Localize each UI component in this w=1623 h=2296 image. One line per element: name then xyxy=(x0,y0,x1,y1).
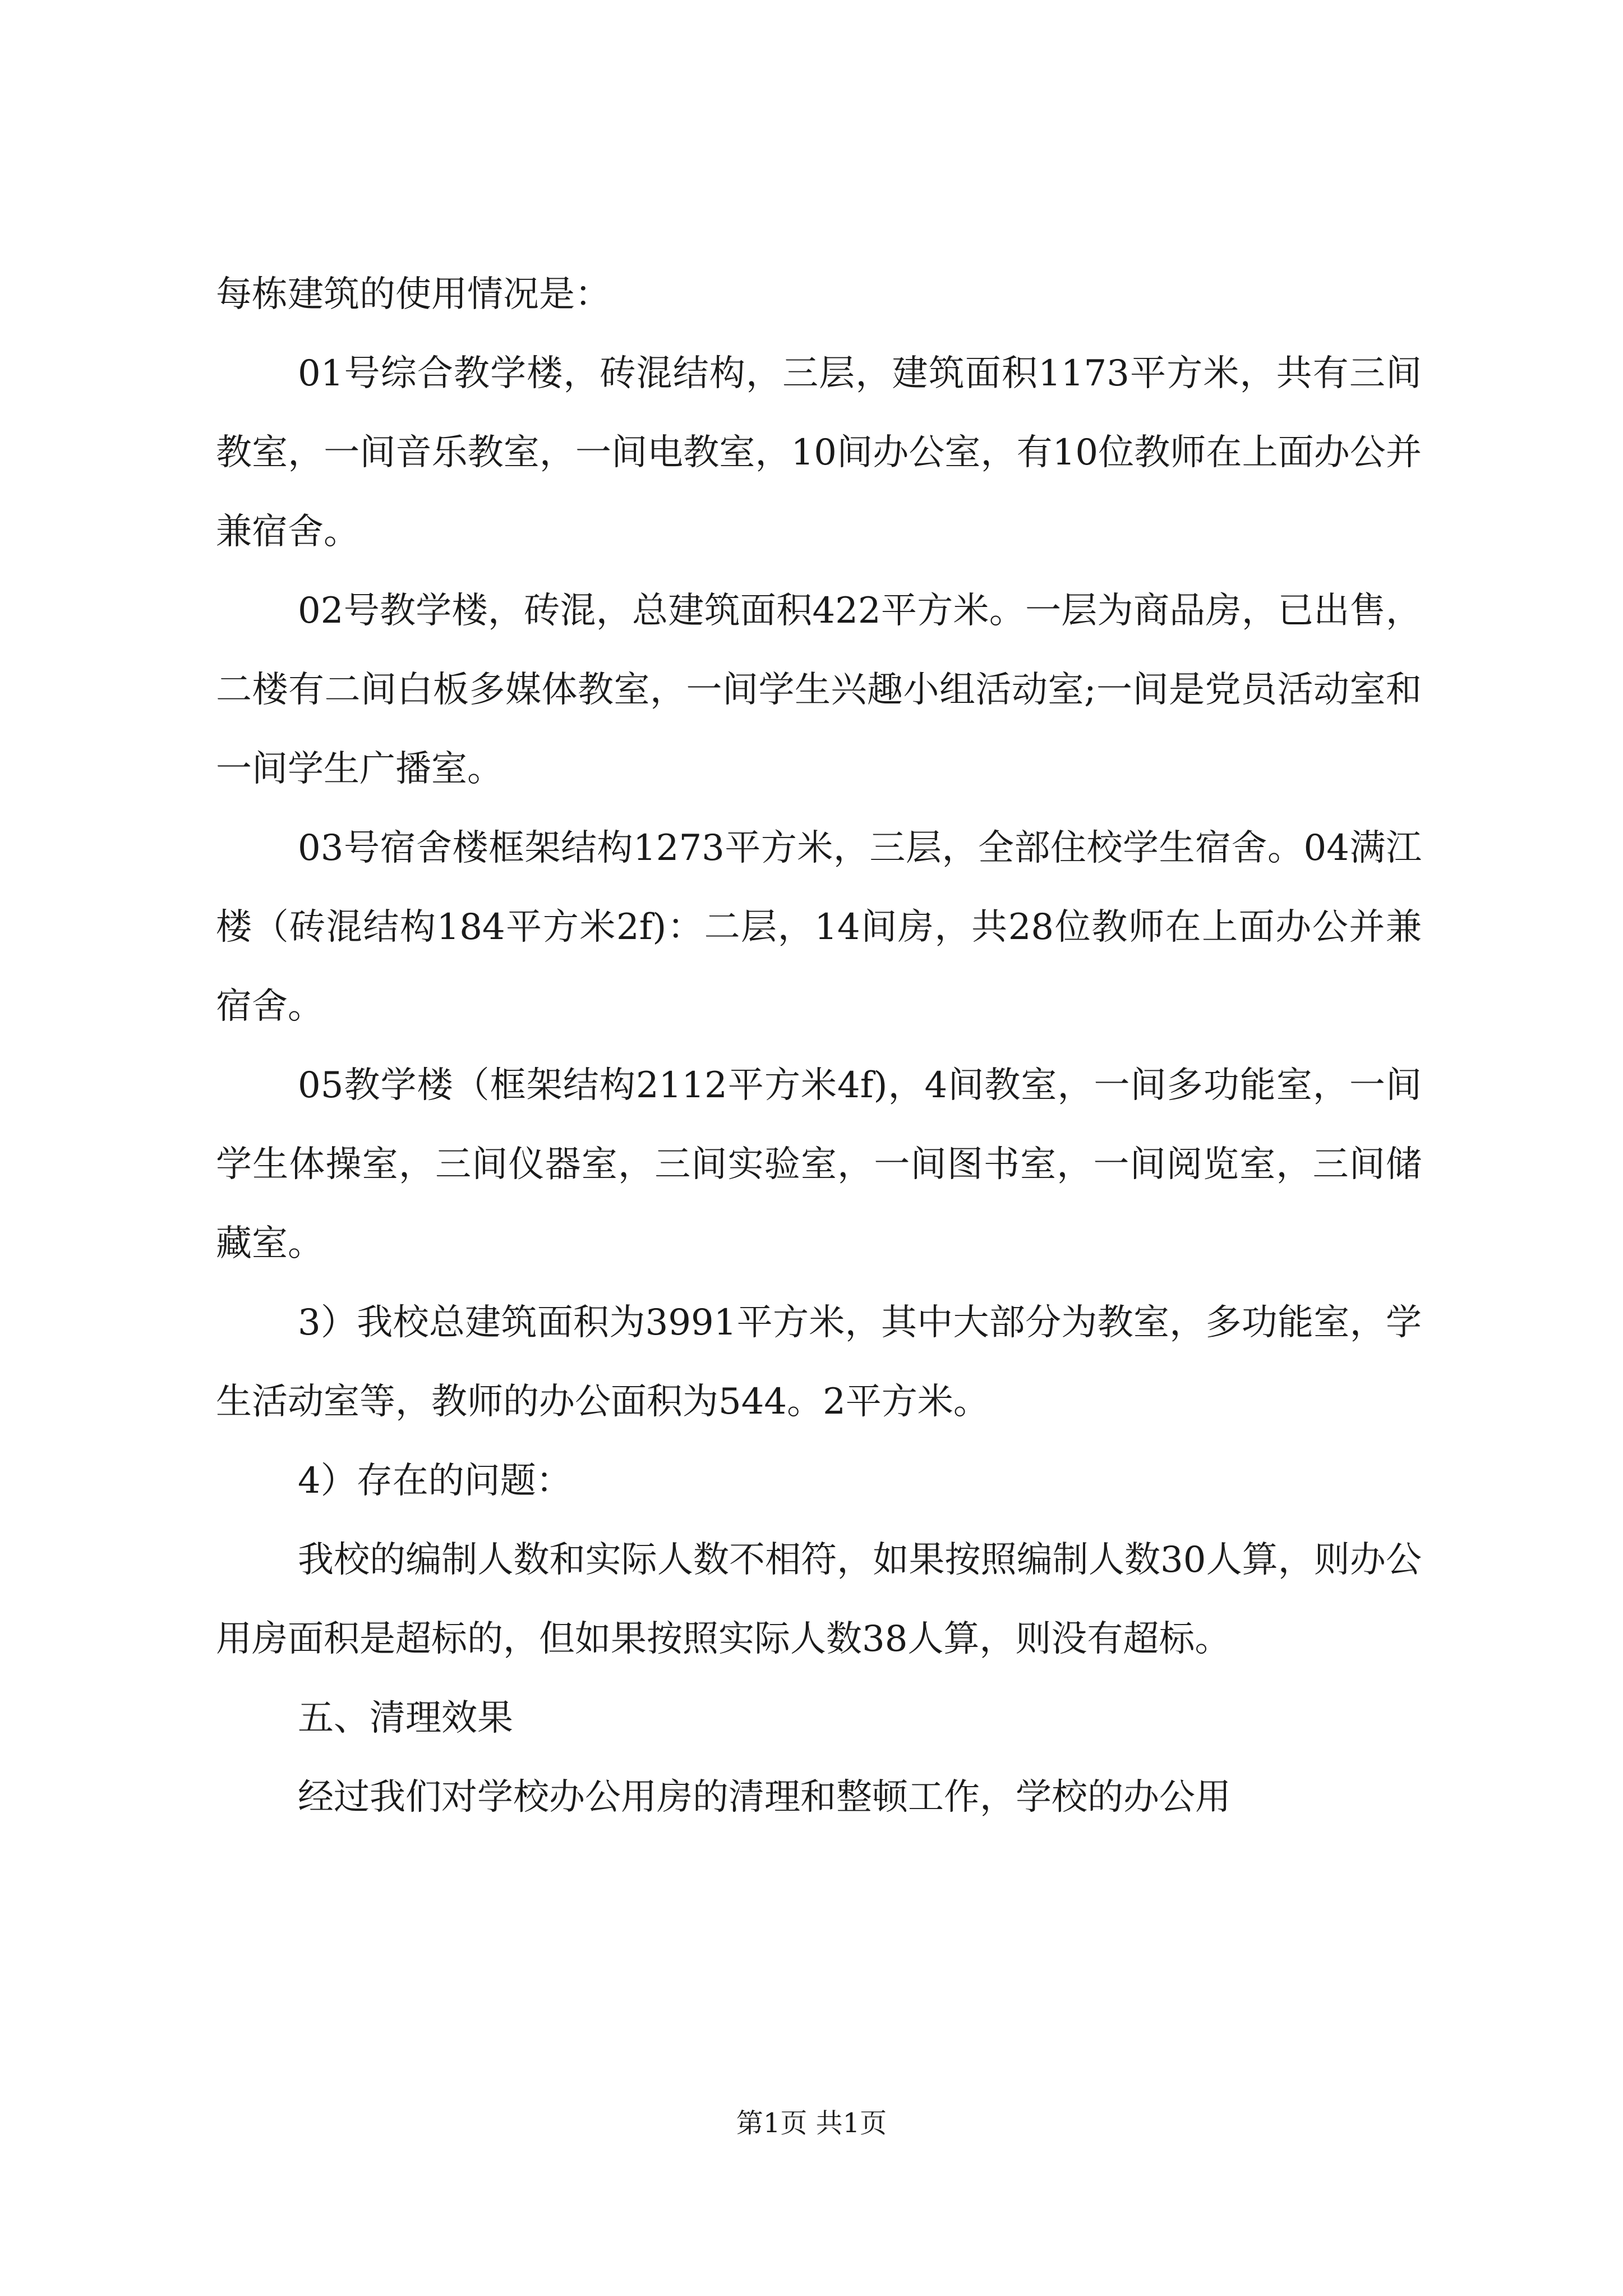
paragraph-problems-heading: 4）存在的问题： xyxy=(298,1460,572,1502)
page-footer: 第1页 共1页 xyxy=(736,2108,887,2139)
section-heading-results: 五、清理效果 xyxy=(298,1697,513,1739)
document-body xyxy=(216,255,1422,1837)
paragraph-building-05: 05教学楼（框架结构2112平方米4f)，4间教室，一间多功能室，一间学生体操室，三间仪器室，三间实验室，一间图书室，一间阅览室，三间储藏室。 xyxy=(216,1065,1422,1264)
paragraph-intro: 每栋建筑的使用情况是： xyxy=(216,274,611,315)
paragraph-building-02: 02号教学楼，砖混，总建筑面积422平方米。一层为商品房，已出售，二楼有二间白板多媒体教室，一间学生兴趣小组活动室;一间是党员活动室和一间学生广播室。 xyxy=(216,590,1422,790)
paragraph-problems-detail: 我校的编制人数和实际人数不相符，如果按照编制人数30人算，则办公用房面积是超标的，但如果按照实际人数38人算，则没有超标。 xyxy=(216,1539,1422,1660)
paragraph-building-01: 01号综合教学楼，砖混结构，三层，建筑面积1173平方米，共有三间教室，一间音乐教室，一间电教室，10间办公室，有10位教师在上面办公并兼宿舍。 xyxy=(216,353,1422,553)
paragraph-building-03-04: 03号宿舍楼框架结构1273平方米，三层，全部住校学生宿舍。04满江楼（砖混结构184平方米2f)：二层，14间房，共28位教师在上面办公并兼宿舍。 xyxy=(216,827,1422,1027)
paragraph-results: 经过我们对学校办公用房的清理和整顿工作，学校的办公用 xyxy=(298,1777,1231,1818)
paragraph-total-area: 3）我校总建筑面积为3991平方米，其中大部分为教室，多功能室，学生活动室等，教师的办公面积为544。2平方米。 xyxy=(216,1302,1422,1423)
